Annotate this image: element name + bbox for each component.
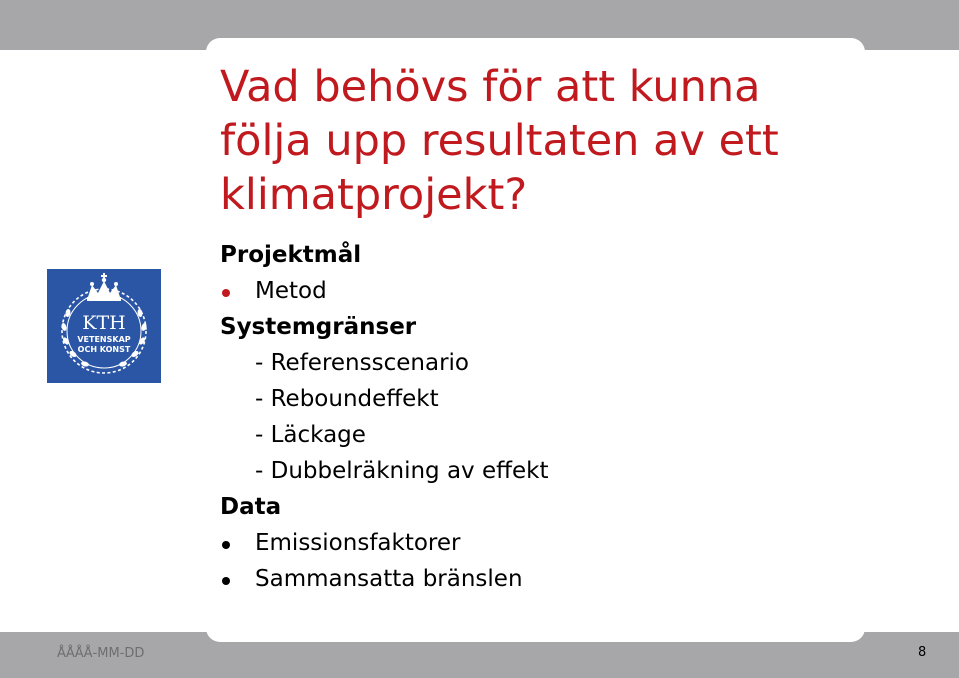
sub-item: - Referensscenario bbox=[255, 350, 469, 376]
bullet-text: Metod bbox=[255, 278, 327, 304]
logo-text: KTH bbox=[82, 312, 126, 334]
slide-title bbox=[220, 60, 860, 222]
slide-body bbox=[220, 237, 860, 597]
section-heading-projektmal: Projektmål bbox=[220, 242, 362, 268]
title-line-1: Vad behövs för att kunna bbox=[220, 62, 761, 112]
bullet-dot-icon bbox=[222, 289, 230, 297]
bullet-dot-icon bbox=[222, 541, 230, 549]
bullet-dot-icon bbox=[222, 577, 230, 585]
sub-item: - Reboundeffekt bbox=[255, 386, 439, 412]
bullet-item bbox=[220, 525, 860, 561]
footer-date: ÅÅÅÅ-MM-DD bbox=[57, 646, 145, 661]
kth-logo bbox=[47, 269, 161, 383]
section-heading-data: Data bbox=[220, 494, 282, 520]
sub-item: - Läckage bbox=[255, 422, 366, 448]
bullet-item bbox=[220, 273, 860, 309]
bullet-text: Emissionsfaktorer bbox=[255, 530, 461, 556]
logo-subtitle-line-2: OCH KONST bbox=[77, 345, 131, 354]
logo-subtitle-line-1: VETENSKAP bbox=[77, 335, 131, 344]
sub-item: - Dubbelräkning av effekt bbox=[255, 458, 549, 484]
title-line-3: klimatprojekt? bbox=[220, 170, 528, 220]
title-line-2: följa upp resultaten av ett bbox=[220, 116, 779, 166]
page-number: 8 bbox=[918, 645, 927, 660]
section-heading-systemgranser: Systemgränser bbox=[220, 314, 417, 340]
bullet-text: Sammansatta bränslen bbox=[255, 566, 523, 592]
bullet-item bbox=[220, 561, 860, 597]
